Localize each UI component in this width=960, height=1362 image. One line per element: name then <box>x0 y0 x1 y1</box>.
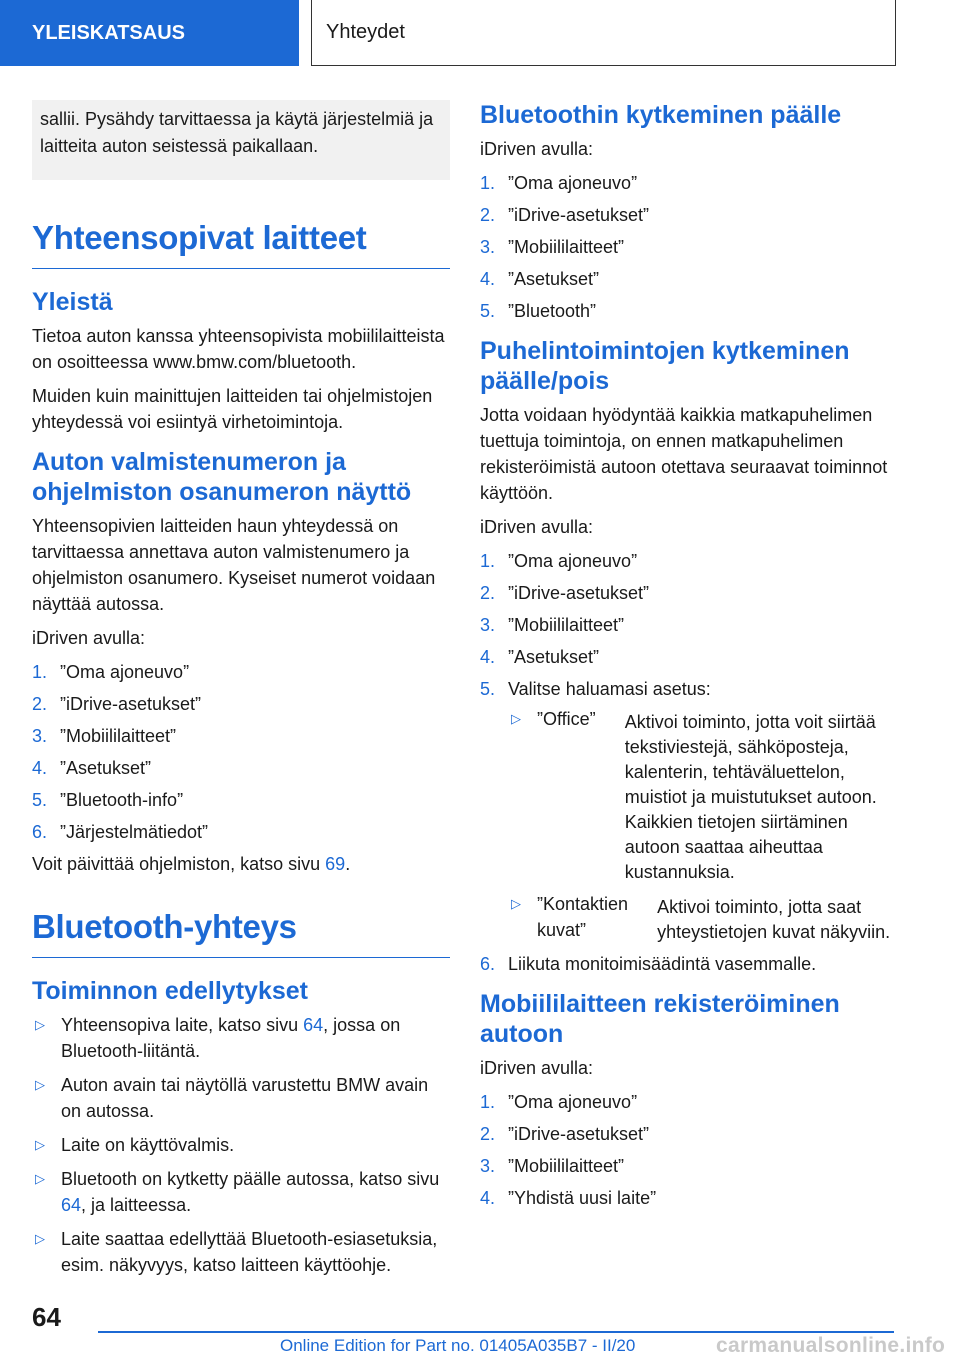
step-number: 1. <box>480 1092 496 1112</box>
step-text: ”Mobiililaitteet” <box>508 615 625 635</box>
step-text: ”Asetukset” <box>60 758 152 778</box>
triangle-right-outline-icon: ▷ <box>35 1017 45 1032</box>
left-column <box>32 100 450 1286</box>
register-steps-list <box>480 1089 900 1211</box>
heading-bluetooth-on: Bluetoothin kytkeminen päälle <box>480 101 842 129</box>
triangle-right-outline-icon: ▷ <box>35 1077 45 1092</box>
list-item <box>32 787 450 813</box>
paragraph-general-2: Muiden kuin mainittujen laitteiden tai ohjelmistojen yhteydessä voi esiintyä virhetoimintoja. <box>32 386 433 432</box>
step-number: 2. <box>480 1124 496 1144</box>
list-item <box>32 755 450 781</box>
list-item <box>480 266 900 292</box>
page-link-64[interactable]: 64 <box>61 1195 82 1215</box>
step-number: 1. <box>32 662 48 682</box>
step-number: 4. <box>480 647 496 667</box>
step-text: ”Asetukset” <box>508 269 600 289</box>
heading-register-device: Mobiililaitteen rekisteröiminen autoon <box>480 990 840 1048</box>
list-item <box>480 1185 900 1211</box>
option-description: Aktivoi toiminto, jotta saat yhteystietojen kuvat näkyviin. <box>657 897 891 942</box>
idrive-intro: iDriven avulla: <box>480 1058 594 1078</box>
option-label: ”Office” <box>537 709 596 729</box>
watermark: carmanualsonline.info <box>716 1334 946 1357</box>
heading-compatible-devices: Yhteensopivat laitteet <box>32 218 450 269</box>
list-item <box>480 1121 900 1147</box>
list-item <box>480 676 900 945</box>
page-link-64[interactable]: 64 <box>303 1015 324 1035</box>
list-item <box>480 1153 900 1179</box>
step-number: 2. <box>32 694 48 714</box>
step-number: 3. <box>480 237 496 257</box>
step-text: ”iDrive-asetukset” <box>508 205 650 225</box>
update-suffix: . <box>345 854 351 874</box>
list-item-text: Laite saattaa edellyttää Bluetooth-esiasetuksia, esim. näkyvyys, katso laitteen käyttöohje. <box>61 1229 438 1275</box>
step-text: ”iDrive-asetukset” <box>508 583 650 603</box>
bt-steps-list <box>480 170 900 324</box>
list-item <box>480 202 900 228</box>
step-number: 3. <box>32 726 48 746</box>
list-item-text: Laite on käyttövalmis. <box>61 1135 235 1155</box>
page-link-69[interactable]: 69 <box>325 854 346 874</box>
step-text: ”Bluetooth-info” <box>60 790 184 810</box>
list-item <box>480 644 900 670</box>
step-number: 3. <box>480 615 496 635</box>
step-text: ”Oma ajoneuvo” <box>60 662 190 682</box>
page-number: 64 <box>32 1302 61 1332</box>
triangle-right-outline-icon: ▷ <box>511 896 521 911</box>
list-item <box>480 170 900 196</box>
chapter-tab[interactable]: Yhteydet <box>311 0 896 66</box>
list-item <box>32 659 450 685</box>
step-text: ”Oma ajoneuvo” <box>508 551 638 571</box>
step-number: 4. <box>480 269 496 289</box>
step-text: ”Mobiililaitteet” <box>60 726 177 746</box>
step-number: 5. <box>480 679 496 699</box>
footer-edition: Online Edition for Part no. 01405A035B7 - II/20 <box>280 1336 636 1355</box>
step-text: ”Yhdistä uusi laite” <box>508 1188 657 1208</box>
step-text: ”Oma ajoneuvo” <box>508 1092 638 1112</box>
prerequisites-list <box>32 1012 450 1278</box>
step-text: ”Järjestelmätiedot” <box>60 822 209 842</box>
list-item <box>32 1166 450 1218</box>
step-number: 4. <box>32 758 48 778</box>
step-text: Liikuta monitoimisäädintä vasemmalle. <box>508 954 817 974</box>
step-text: Valitse haluamasi asetus: <box>508 679 711 699</box>
list-item-text: Bluetooth on kytketty päälle autossa, katso sivu 64, ja laitteessa. <box>61 1169 440 1215</box>
step-number: 2. <box>480 205 496 225</box>
paragraph-update <box>32 851 450 877</box>
step-text: ”iDrive-asetukset” <box>60 694 202 714</box>
footer-divider <box>98 1331 894 1333</box>
phone-steps-list <box>480 548 900 977</box>
triangle-right-outline-icon: ▷ <box>35 1231 45 1246</box>
idrive-intro: iDriven avulla: <box>32 628 146 648</box>
step-number: 5. <box>32 790 48 810</box>
step-number: 6. <box>32 822 48 842</box>
option-label: ”Kontaktien kuvat” <box>537 894 629 940</box>
heading-vin: Auton valmistenumeron ja ohjelmiston osanumeron näyttö <box>32 448 412 506</box>
option-office <box>508 706 900 885</box>
step-text: ”Mobiililaitteet” <box>508 237 625 257</box>
list-item <box>480 298 900 324</box>
note-box: sallii. Pysähdy tarvittaessa ja käytä järjestelmiä ja laitteita auton seistessä paikallaan. <box>32 100 450 180</box>
vin-steps-list <box>32 659 450 845</box>
heading-general: Yleistä <box>32 288 113 316</box>
paragraph-general-1: Tietoa auton kanssa yhteensopivista mobiililaitteista on osoitteessa www.bmw.com/bluetooth. <box>32 326 445 372</box>
step-text: ”Asetukset” <box>508 647 600 667</box>
list-item <box>480 580 900 606</box>
heading-phone-functions: Puhelintoimintojen kytkeminen päälle/pois <box>480 337 850 395</box>
list-item <box>32 1132 450 1158</box>
triangle-right-outline-icon: ▷ <box>35 1171 45 1186</box>
step-text: ”iDrive-asetukset” <box>508 1124 650 1144</box>
step-number: 4. <box>480 1188 496 1208</box>
list-item <box>32 1226 450 1278</box>
section-tab[interactable]: YLEISKATSAUS <box>0 0 299 66</box>
step-text: ”Oma ajoneuvo” <box>508 173 638 193</box>
option-contact-pictures <box>508 891 900 945</box>
step-text: ”Bluetooth” <box>508 301 597 321</box>
right-column <box>480 100 900 1217</box>
list-item <box>32 819 450 845</box>
list-item-text: Yhteensopiva laite, katso sivu 64, jossa on Bluetooth-liitäntä. <box>61 1015 401 1061</box>
paragraph-vin: Yhteensopivien laitteiden haun yhteydessä on tarvittaessa annettava auton valmistenumero ja ohjelmiston osanumero. Kyseiset numerot voidaan näyttää autossa. <box>32 516 436 614</box>
step-number: 3. <box>480 1156 496 1176</box>
triangle-right-outline-icon: ▷ <box>35 1137 45 1152</box>
list-item-text: Auton avain tai näytöllä varustettu BMW avain on autossa. <box>61 1075 429 1121</box>
triangle-right-outline-icon: ▷ <box>511 711 521 726</box>
list-item <box>480 951 900 977</box>
step-text: ”Mobiililaitteet” <box>508 1156 625 1176</box>
step-number: 1. <box>480 551 496 571</box>
heading-bluetooth-connection: Bluetooth-yhteys <box>32 907 450 958</box>
list-item <box>480 1089 900 1115</box>
settings-options-list <box>480 706 900 945</box>
list-item <box>32 1072 450 1124</box>
page-header <box>0 0 960 66</box>
list-item <box>480 548 900 574</box>
step-number: 5. <box>480 301 496 321</box>
heading-prerequisites: Toiminnon edellytykset <box>32 977 308 1005</box>
step-number: 2. <box>480 583 496 603</box>
step-number: 1. <box>480 173 496 193</box>
step-number: 6. <box>480 954 496 974</box>
list-item <box>32 723 450 749</box>
option-description: Aktivoi toiminto, jotta voit siirtää tekstiviestejä, sähköposteja, kalenterin, tehtäväluettelon, muistiot ja muistutukset autoon. Kaikkien tietojen siirtäminen autoon saattaa aiheuttaa kustannuksia. <box>624 712 877 882</box>
idrive-intro: iDriven avulla: <box>480 517 594 537</box>
paragraph-phone: Jotta voidaan hyödyntää kaikkia matkapuhelimen tuettuja toimintoja, on ennen matkapuhelimen rekisteröimistä autoon otettava seuraavat toiminnot käyttöön. <box>480 405 888 503</box>
idrive-intro: iDriven avulla: <box>480 139 594 159</box>
list-item <box>32 691 450 717</box>
list-item <box>480 234 900 260</box>
update-text: Voit päivittää ohjelmiston, katso sivu <box>32 854 326 874</box>
list-item <box>32 1012 450 1064</box>
list-item <box>480 612 900 638</box>
